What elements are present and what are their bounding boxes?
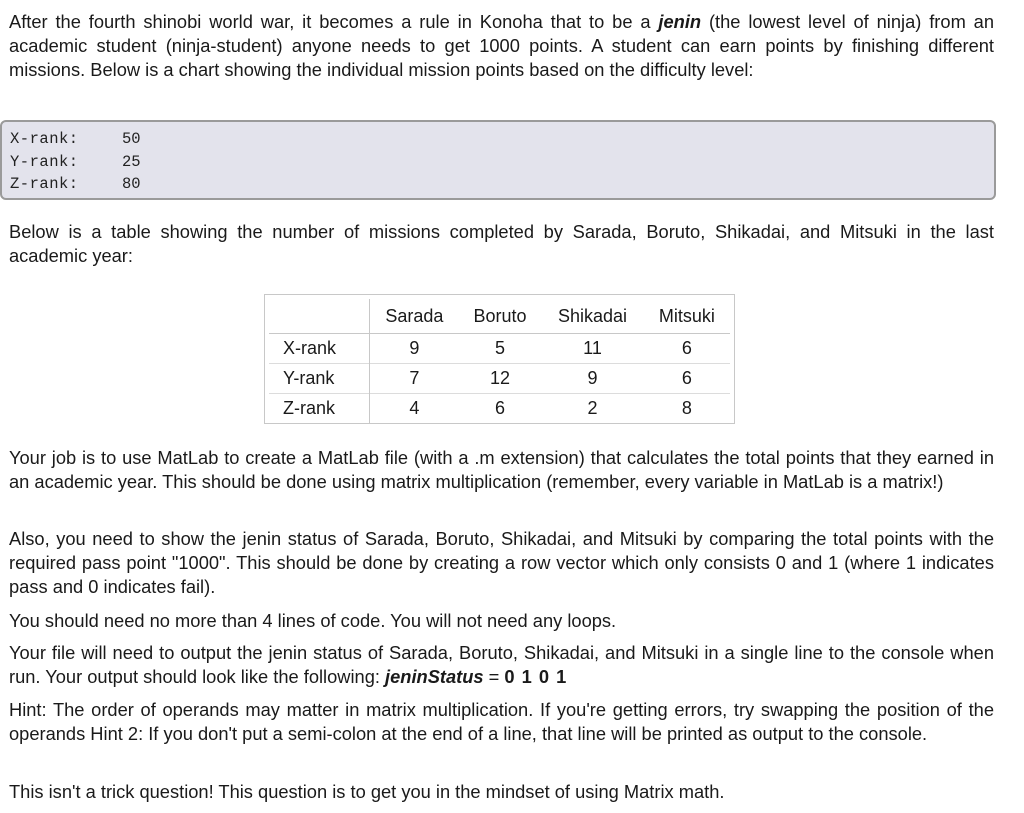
points-value: 50	[122, 130, 141, 148]
column-header: Boruto	[473, 305, 527, 326]
mission-points-code-block	[0, 120, 996, 200]
missions-table	[269, 299, 730, 423]
points-label: Z-rank:	[10, 175, 79, 193]
table-cell: 6	[681, 338, 692, 358]
points-row-z	[10, 173, 994, 196]
column-header: Mitsuki	[658, 305, 715, 326]
column-header: Shikadai	[558, 305, 628, 326]
table-cell: 6	[681, 368, 692, 388]
job-paragraph: Your job is to use MatLab to create a MatLab file (with a .m extension) that calculates the total points that they earned in an academic year. This should be done using matrix multiplication (remember, every variable in MatLab is a matrix!)	[9, 447, 994, 492]
output-paragraph	[9, 641, 994, 689]
table-corner-cell	[269, 299, 370, 334]
table-cell: 12	[490, 368, 511, 388]
table-cell: 9	[409, 338, 420, 358]
points-row-y	[10, 151, 994, 174]
table-header-row	[269, 299, 730, 334]
points-label: Y-rank:	[10, 152, 79, 171]
equals-sign: =	[483, 666, 505, 687]
closing-paragraph: This isn't a trick question! This question is to get you in the mindset of using Matrix math.	[9, 781, 725, 802]
table-row	[269, 364, 730, 394]
table-cell: 2	[587, 398, 598, 418]
table-cell: 8	[681, 398, 692, 418]
lines-limit-paragraph: You should need no more than 4 lines of code. You will not need any loops.	[9, 610, 617, 631]
jenin-status-value: 0 1 0 1	[504, 666, 568, 687]
row-header: Z-rank	[269, 394, 370, 424]
table-cell: 5	[495, 338, 506, 358]
intro-paragraph	[9, 10, 994, 82]
intro-text-after: (the lowest level of ninja) from an academic student (ninja-student) anyone needs to get 1000 points. A student can earn points by finishing different missions. Below is a chart showing the individual mission points based on the difficulty level:	[9, 11, 995, 80]
column-header: Sarada	[385, 305, 444, 326]
row-header: X-rank	[269, 334, 370, 364]
table-cell: 4	[409, 398, 420, 418]
table-cell: 11	[583, 338, 602, 358]
points-value: 80	[122, 175, 141, 193]
points-value: 25	[122, 152, 141, 171]
row-header: Y-rank	[269, 364, 370, 394]
table-row	[269, 394, 730, 424]
status-paragraph: Also, you need to show the jenin status of Sarada, Boruto, Shikadai, and Mitsuki by comparing the total points with the required pass point "1000". This should be done by creating a row vector which only consists 0 and 1 (where 1 indicates pass and 0 indicates fail).	[9, 528, 994, 597]
intro-text-before: After the fourth shinobi world war, it becomes a rule in Konoha that to be a	[9, 11, 659, 32]
points-row-x	[10, 128, 994, 151]
table-row	[269, 334, 730, 364]
output-text: Your file will need to output the jenin status of Sarada, Boruto, Shikadai, and Mitsuki in a single line to the console when run. Your output should look like the following:	[9, 642, 994, 687]
jenin-term: jenin	[658, 11, 702, 32]
hint-paragraph: Hint: The order of operands may matter in matrix multiplication. If you're getting errors, try swapping the position of the operands Hint 2: If you don't put a semi-colon at the end of a line, that line will be printed as output to the console.	[9, 699, 994, 744]
table-intro-paragraph: Below is a table showing the number of missions completed by Sarada, Boruto, Shikadai, and Mitsuki in the last academic year:	[9, 221, 994, 266]
table-cell: 6	[495, 398, 506, 418]
missions-table-frame	[264, 294, 735, 424]
table-cell: 7	[409, 368, 420, 388]
jenin-status-variable: jeninStatus	[385, 666, 484, 687]
points-label: X-rank:	[10, 130, 79, 148]
table-cell: 9	[587, 368, 598, 388]
